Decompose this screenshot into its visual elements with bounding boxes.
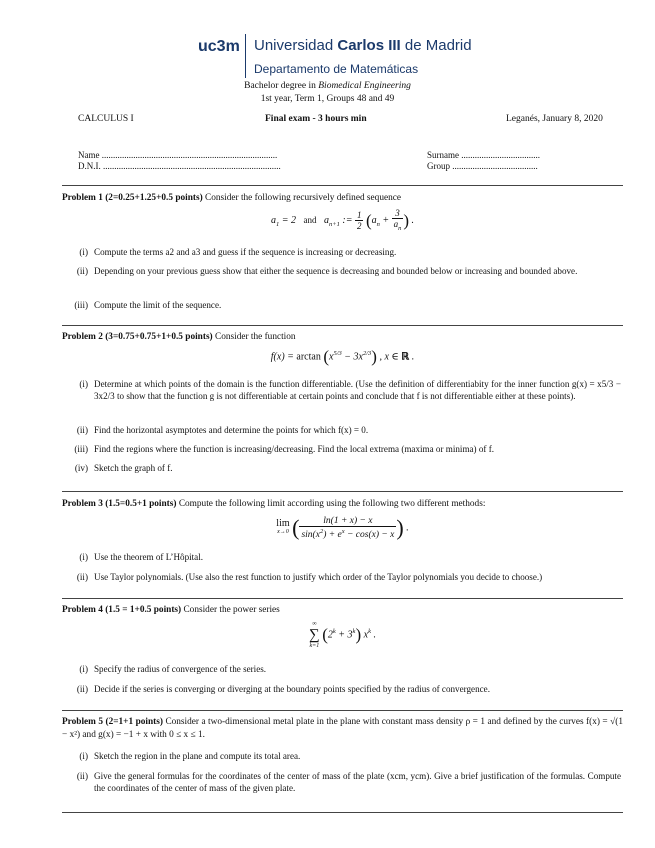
- problem-2-formula: $f(x) = \arctan (x^{5/3} - 3x^{2/3})$ , x ∈ ℝ .: [270, 347, 415, 366]
- problem-2-item-2: (ii) Find the horizontal asymptotes and determine the points for which f(x) = 0.: [76, 425, 369, 435]
- divider: [62, 325, 623, 326]
- name-field[interactable]: Name ..............................................................................: [78, 150, 278, 160]
- university-name: Universidad Carlos III de Madrid: [254, 37, 472, 54]
- problem-1-statement: Problem 1 (2=0.25+1.25+0.5 points) Consider the following recursively defined sequence: [62, 193, 401, 203]
- problem-4-formula: ∞ ∑ k=1 $(2^k + 3^k)$ $x^k$ .: [309, 621, 376, 649]
- problem-1-item-2: (ii) Depending on your previous guess show that either the sequence is decreasing and bounded below or increasing and bounded above.: [76, 266, 578, 276]
- department-name: Departamento de Matemáticas: [254, 62, 419, 76]
- problem-4-item-1: (i) Specify the radius of convergence of the series.: [79, 664, 267, 674]
- problem-1-formula: $a_1 = 2$ and $a_{n+1}$ := $\frac{1}{2}$ ($a_n$ + $\frac{3}{a_n}$ ) .: [270, 208, 415, 232]
- problem-3-item-1: (i) Use the theorem of L’Hôpital.: [79, 552, 204, 562]
- year-term-line: 1st year, Term 1, Groups 48 and 49: [260, 94, 395, 104]
- exam-title: Final exam - 3 hours min: [265, 114, 367, 124]
- divider: [62, 491, 623, 492]
- problem-3-item-2: (ii) Use Taylor polynomials. (Use also the rest function to justify which order of the Taylor polynomials you decide to choose.): [76, 572, 543, 582]
- divider: [62, 710, 623, 711]
- logo-divider: [245, 34, 246, 78]
- place-date: Leganés, January 8, 2020: [506, 114, 603, 124]
- problem-3-statement: Problem 3 (1.5=0.5+1 points) Compute the following limit according using the following two different methods:: [62, 499, 486, 509]
- problem-2-item-4: (iv) Sketch the graph of f.: [74, 463, 173, 473]
- degree-line: Bachelor degree in Biomedical Engineering: [244, 81, 411, 91]
- problem-5-item-2: (ii) Give the general formulas for the coordinates of the center of mass of the plate (xcm, ycm). Give a brief justification of the formulas. Compute the coordinates of the center of mass of the given plate.: [76, 771, 621, 793]
- group-field[interactable]: Group ......................................: [427, 161, 538, 171]
- problem-1-item-1: (i) Compute the terms a2 and a3 and guess if the sequence is increasing or decreasing.: [79, 247, 397, 257]
- problem-3-formula: lim x→0 ( $\frac{\ln(1 + x) - x}{\sin(x^2) + e^x - \cos(x) - x}$ ) .: [276, 515, 409, 541]
- surname-field[interactable]: Surname ...................................: [427, 150, 540, 160]
- problem-4-statement: Problem 4 (1.5 = 1+0.5 points) Consider the power series: [62, 605, 280, 615]
- problem-1-item-3: (iii) Compute the limit of the sequence.: [74, 300, 222, 310]
- problem-2-item-3: (iii) Find the regions where the function is increasing/decreasing. Find the local extrema (maxima or minima) of f.: [74, 444, 495, 454]
- divider: [62, 812, 623, 813]
- problem-2-item-1: (i) Determine at which points of the domain is the function differentiable. (Use the definition of differentiabity for the inner function g(x) = x5/3 − 3x2/3 to show that the function g is not differentiable at certain points and conclude that f is not differentiable either at these points).: [79, 379, 621, 401]
- divider: [62, 598, 623, 599]
- dni-field[interactable]: D.N.I. ...............................................................................: [78, 161, 281, 171]
- divider: [62, 185, 623, 186]
- uc3m-logo: uc3m: [198, 38, 240, 55]
- problem-5-item-1: (i) Sketch the region in the plane and compute its total area.: [79, 751, 301, 761]
- problem-5-statement: Problem 5 (2=1+1 points) Consider a two-dimensional metal plate in the plane with constant mass density ρ = 1 and defined by the curves f(x) = √(1 − x²) and g(x) = −1 + x with 0 ≤ x ≤ 1.: [62, 717, 623, 740]
- problem-4-item-2: (ii) Decide if the series is converging or diverging at the boundary points specified by the radius of convergence.: [76, 684, 490, 694]
- course-name: CALCULUS I: [78, 114, 134, 124]
- problem-2-statement: Problem 2 (3=0.75+0.75+1+0.5 points) Consider the function: [62, 332, 296, 342]
